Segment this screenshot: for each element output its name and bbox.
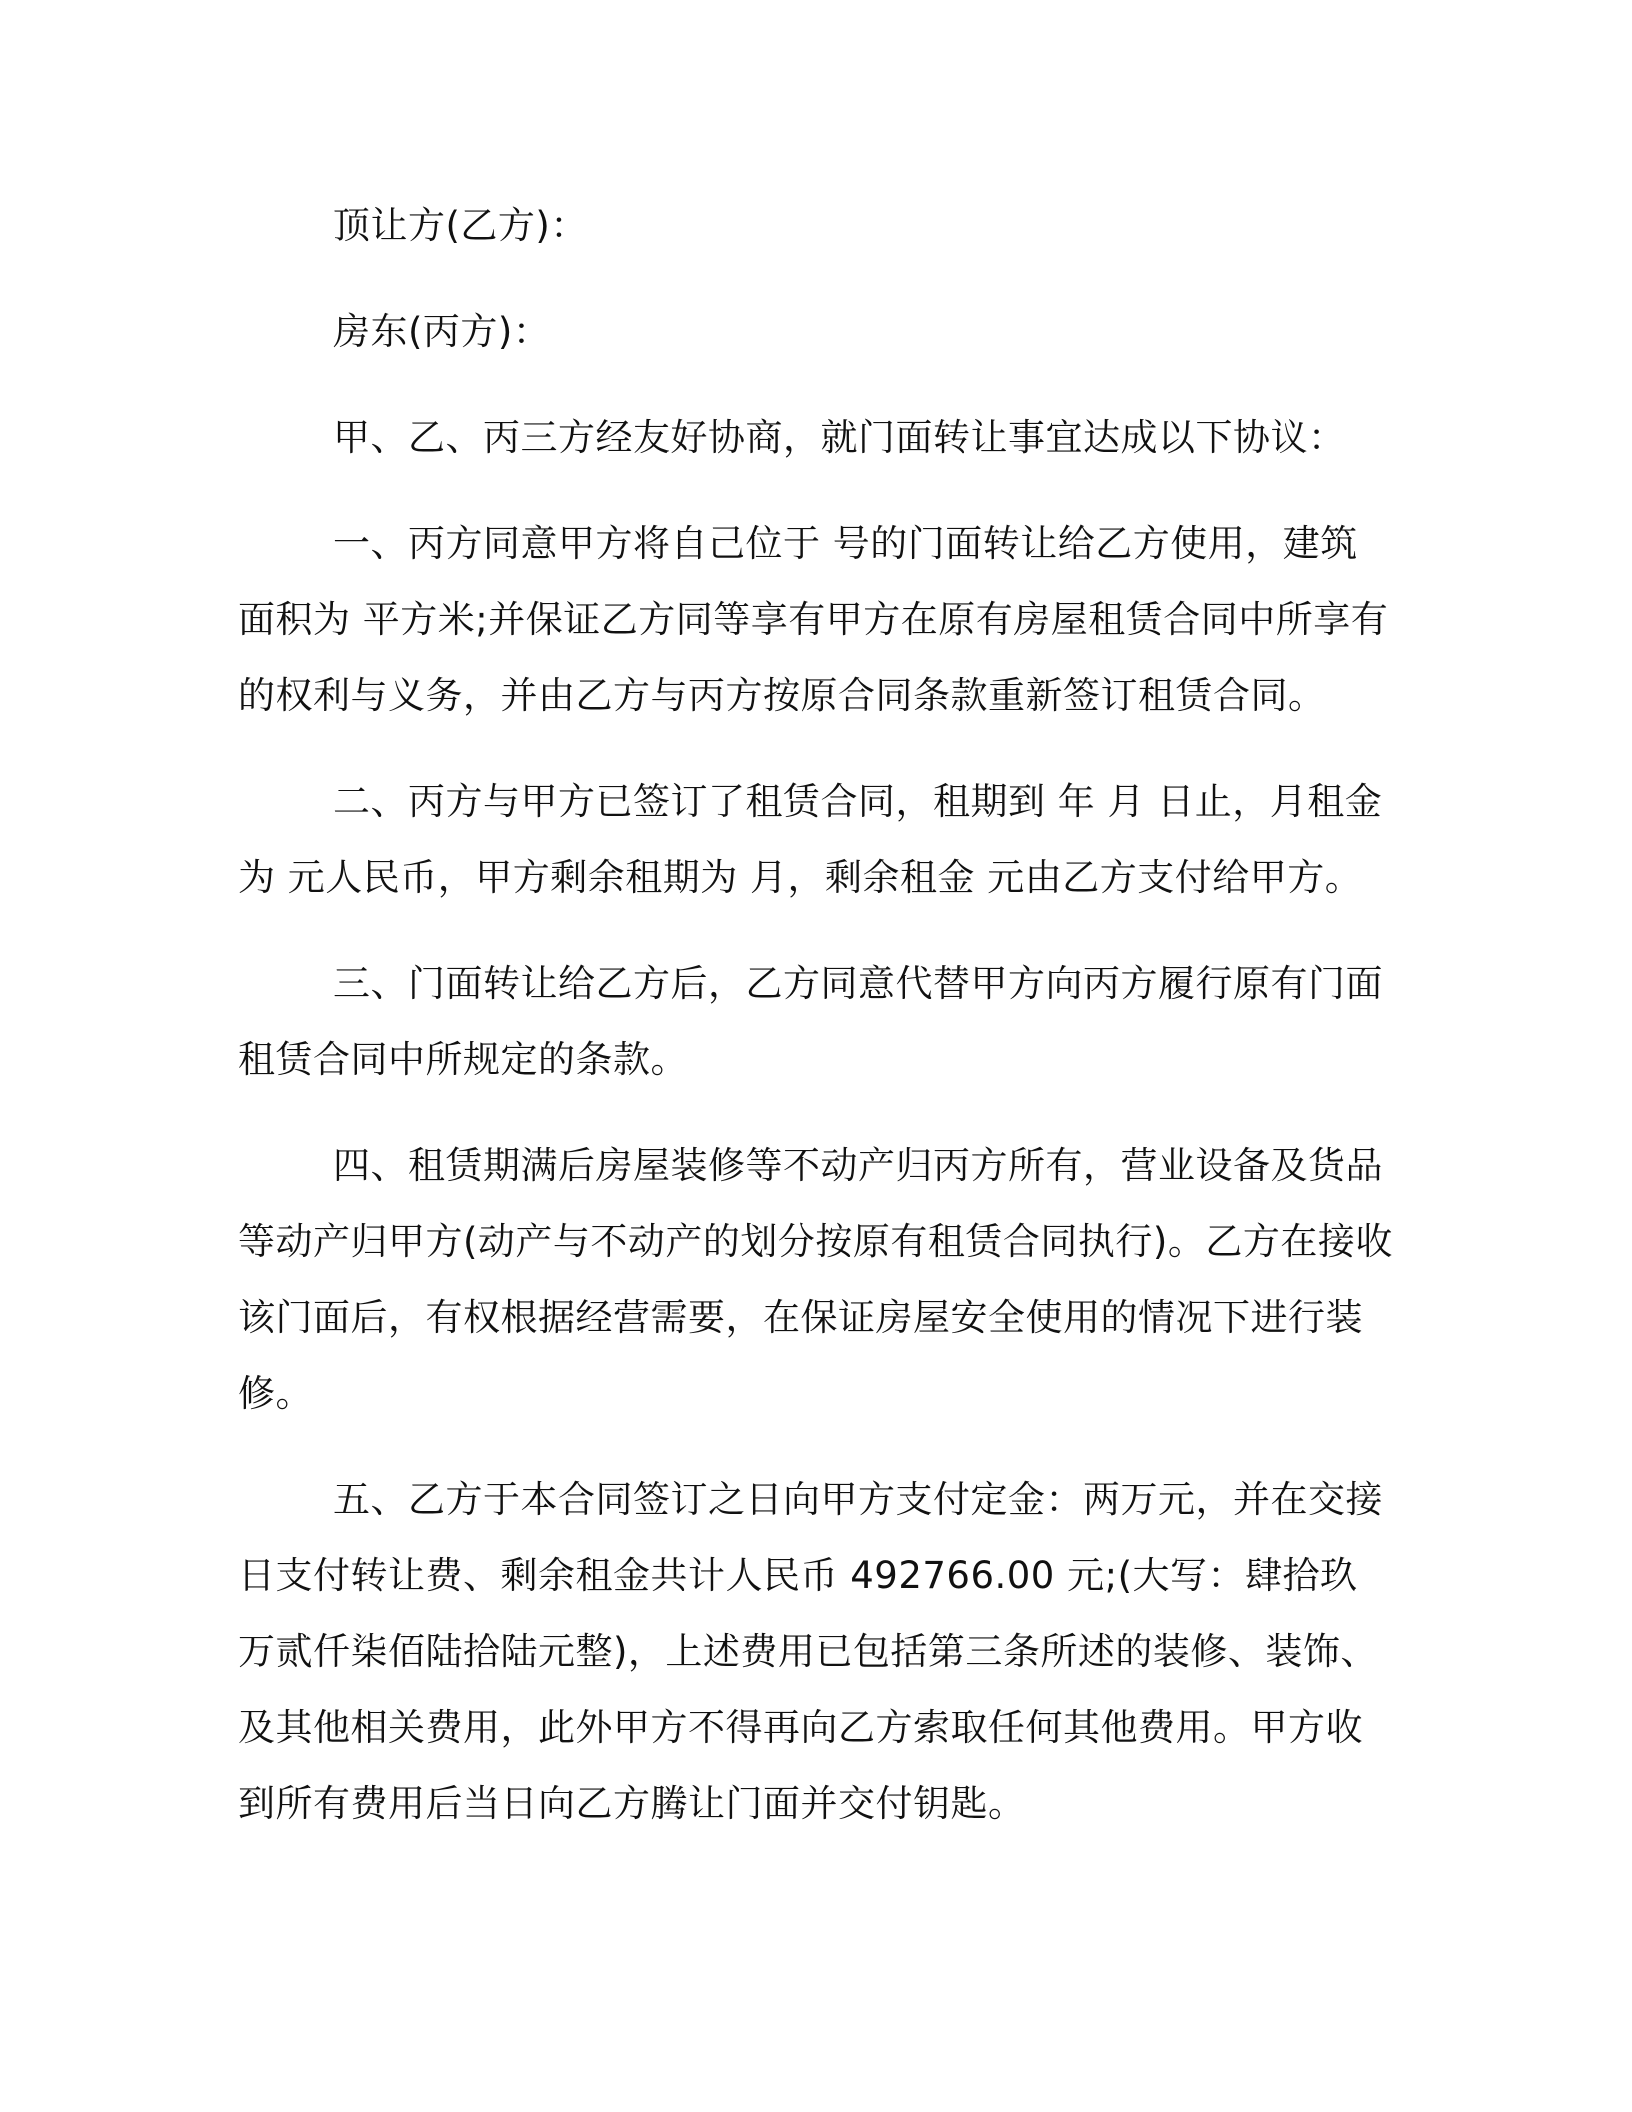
paragraph-transferee: 顶让方(乙方)： (333, 204, 588, 247)
paragraph-clause-4: 四、租赁期满后房屋装修等不动产归丙方所有，营业设备及货品等动产归甲方(动产与不动产的划分按原有租赁合同执行)。乙方在接收该门面后，有权根据经营需要，在保证房屋安全使用的情况下进行装修。 (238, 1144, 1393, 1415)
paragraph-clause-1: 一、丙方同意甲方将自己位于 号的门面转让给乙方使用，建筑面积为 平方米;并保证乙方同等享有甲方在原有房屋租赁合同中所享有的权利与义务，并由乙方与丙方按原合同条款重新签订租赁合同。 (238, 522, 1389, 717)
paragraph-landlord: 房东(丙方)： (333, 310, 551, 353)
document-body (238, 188, 1393, 1842)
paragraph-clause-2: 二、丙方与甲方已签订了租赁合同，租期到 年 月 日止，月租金为 元人民币，甲方剩余租期为 月，剩余租金 元由乙方支付给甲方。 (238, 780, 1383, 899)
paragraph-clause-3: 三、门面转让给乙方后，乙方同意代替甲方向丙方履行原有门面租赁合同中所规定的条款。 (238, 962, 1383, 1081)
paragraph-preamble: 甲、乙、丙三方经友好协商，就门面转让事宜达成以下协议： (333, 416, 1346, 459)
paragraph-clause-5: 五、乙方于本合同签订之日向甲方支付定金：两万元，并在交接日支付转让费、剩余租金共计人民币 492766.00 元;(大写：肆拾玖万贰仟柒佰陆拾陆元整)，上述费用已包括第三条所述的装修、装饰、及其他相关费用，此外甲方不得再向乙方索取任何其他费用。甲方收到所有费用后当日向乙方腾让门面并交付钥匙。 (238, 1478, 1383, 1825)
